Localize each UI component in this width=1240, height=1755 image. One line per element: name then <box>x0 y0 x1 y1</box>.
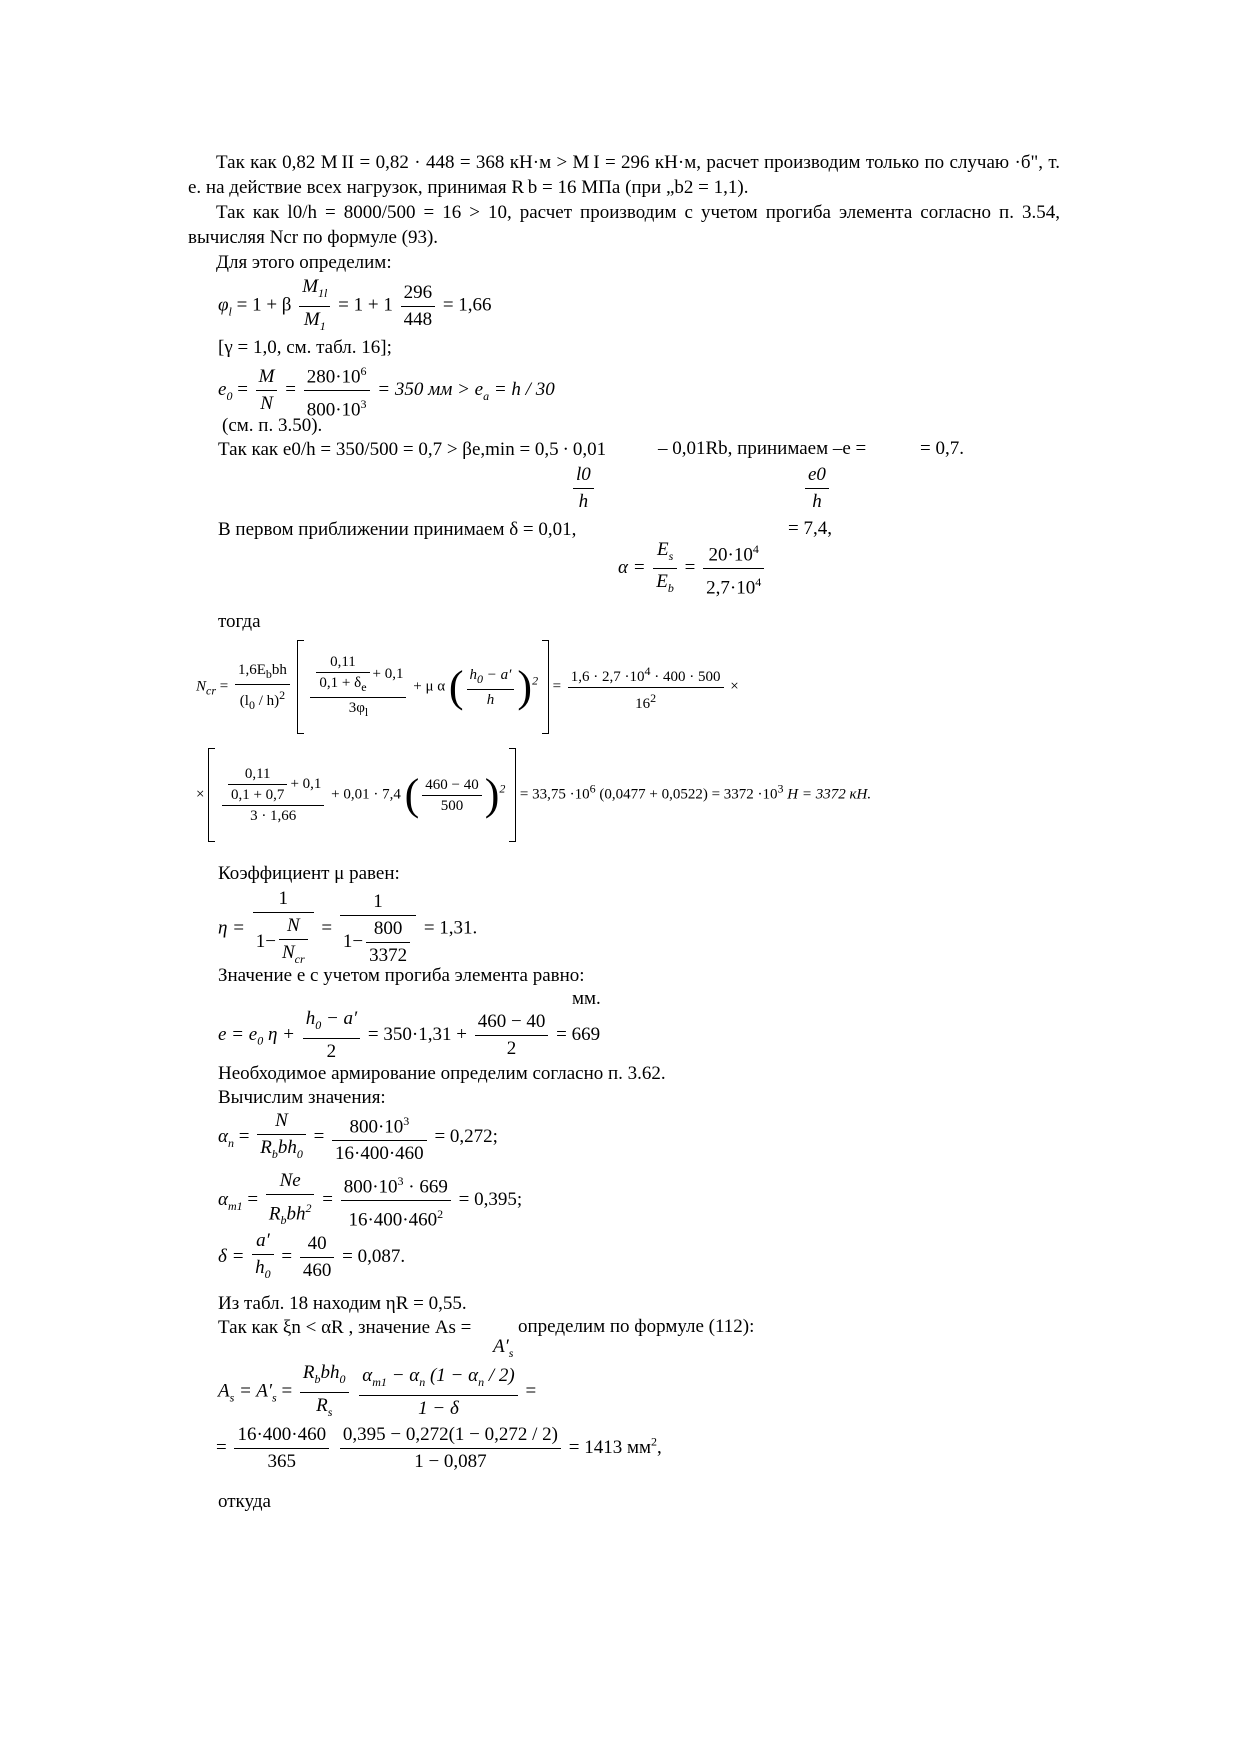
tak-kak-xi: Так как ξn < αR , значение As = <box>218 1317 472 1338</box>
gamma-line: [γ = 1,0, см. табл. 16]; <box>218 337 392 358</box>
togda: тогда <box>218 611 261 632</box>
paragraph-2: Так как l0/h = 8000/500 = 16 > 10, расчет производим с учетом прогиба элемента согласно п. 3.54, вычисляя Ncr по формуле (93). <box>188 202 1060 248</box>
line-e0h-b: – 0,01Rb, принимаем –e = <box>658 438 867 459</box>
vychislim-text: Вычислим значения: <box>218 1087 386 1108</box>
coef-mu: Коэффициент μ равен: <box>218 863 400 884</box>
frac-l0-h: $\frac{l0}{h}$ <box>570 462 597 515</box>
armirovanie-text: Необходимое армирование определим согласно п. 3.62. <box>218 1063 666 1084</box>
paragraph-1: Так как 0,82 M II = 0,82 · 448 = 368 кН·м > M I = 296 кН·м, расчет производим только по случаю ·б", т. е. на действие всех нагрузок, принимая R b = 16 МПа (при „b2 = 1,1). <box>188 152 1060 198</box>
line-e0h-a: Так как e0/h = 350/500 = 0,7 > βe,min = 0,5 ∙ 0,01 <box>218 439 607 460</box>
formula-alpha-m1: $\alpha_{m1}$ = $\frac{Ne}{R_bbh^2}$ = $\frac{800\cdot 10^3 \cdot 669}{16\cdot 400\cdot 460^2}$ = 0,395; <box>218 1168 522 1234</box>
otkuda: откуда <box>218 1491 271 1512</box>
formula-ncr-2: × $\frac{0,11}{0,1 + 0,7}$ + 0,1 3 · 1,66 + 0,01 · 7,4 ( $\frac{460 - 40}{500}$ )$^2 = 33,75 \cdot 10^6$ $(0,0477 + 0,0522) = 3372 \cdot 10^3$ H = 3372 кH. <box>196 748 871 842</box>
tak-kak-xi-tail: определим по формуле (112): <box>518 1316 755 1337</box>
as-prime-label: $A'_s$ <box>493 1336 514 1360</box>
paragraph-3: Для этого определим: <box>216 252 392 273</box>
see-section-350: (см. п. 3.50). <box>222 415 323 436</box>
line-e0h-c: = 0,7. <box>920 438 964 459</box>
formula-alpha: α = $\frac{E_s}{E_b}$ = $\frac{20\cdot 10^4}{2,7\cdot 10^4}$ <box>618 536 767 602</box>
frac-e0-h: $\frac{e0}{h}$ <box>802 462 832 515</box>
formula-ncr-1: $N_{cr}$ = $\frac{1,6E_bbh}{(l_0 / h)^2}$ $\frac{0,11}{0,1 + \delta_e}$ + 0,1 $3\varphi_l$ + μ α ( $\frac{h_0 - a'}{h}$ )$^2$ = $\frac{1,6 \cdot 2,7 \cdot 10^4 \cdot 400 \cdot 500}{16^2}$ × <box>196 640 739 734</box>
formula-phi-l: $\varphi_l = 1 + \beta$ $\frac{M_{1l}}{M_1}$ = 1 + 1 $\frac{296}{448}$ = 1,66 <box>218 276 492 333</box>
formula-as-1: $A_s = A'_s$ = $\frac{R_bbh_0}{R_s}$ $\frac{\alpha_{m1} - \alpha_n (1 - \alpha_n / 2)}{1 - \delta}$ = <box>218 1362 537 1419</box>
mm-unit: мм. <box>572 988 601 1009</box>
e-value-text: Значение e с учетом прогиба элемента равно: <box>218 965 585 986</box>
formula-e0: $e_0$ = $\frac{M}{N}$ = $\frac{280\cdot 10^6}{800\cdot 10^3}$ = 350 мм > $e_a = h / 30$ <box>218 358 555 424</box>
alpha-tail: = 7,4, <box>788 518 832 539</box>
formula-delta: δ = $\frac{a'}{h_0}$ = $\frac{40}{460}$ = 0,087. <box>218 1230 406 1281</box>
formula-as-2: = $\frac{16\cdot 400\cdot 460}{365}$ $\frac{0,395 - 0,272(1 - 0,272 / 2)}{1 - 0,087}$ = 1413 $мм^2$, <box>216 1424 662 1472</box>
formula-e: $e = e_0$ η + $\frac{h_0 - a'}{2}$ = 350·1,31 + $\frac{460 - 40}{2}$ = 669 <box>218 1008 601 1062</box>
iz-tabl-18: Из табл. 18 находим ηR = 0,55. <box>218 1293 467 1314</box>
first-approximation: В первом приближении принимаем δ = 0,01, <box>218 519 577 540</box>
formula-eta: η = 1 1− $\frac{N}{N_{cr}}$ = 1 1− $\frac{800}{3372}$ = 1,31. <box>218 888 478 966</box>
formula-alpha-n: $\alpha_n$ = $\frac{N}{R_bbh_0}$ = $\frac{800\cdot 10^3}{16\cdot 400\cdot 460}$ = 0,272; <box>218 1108 498 1167</box>
